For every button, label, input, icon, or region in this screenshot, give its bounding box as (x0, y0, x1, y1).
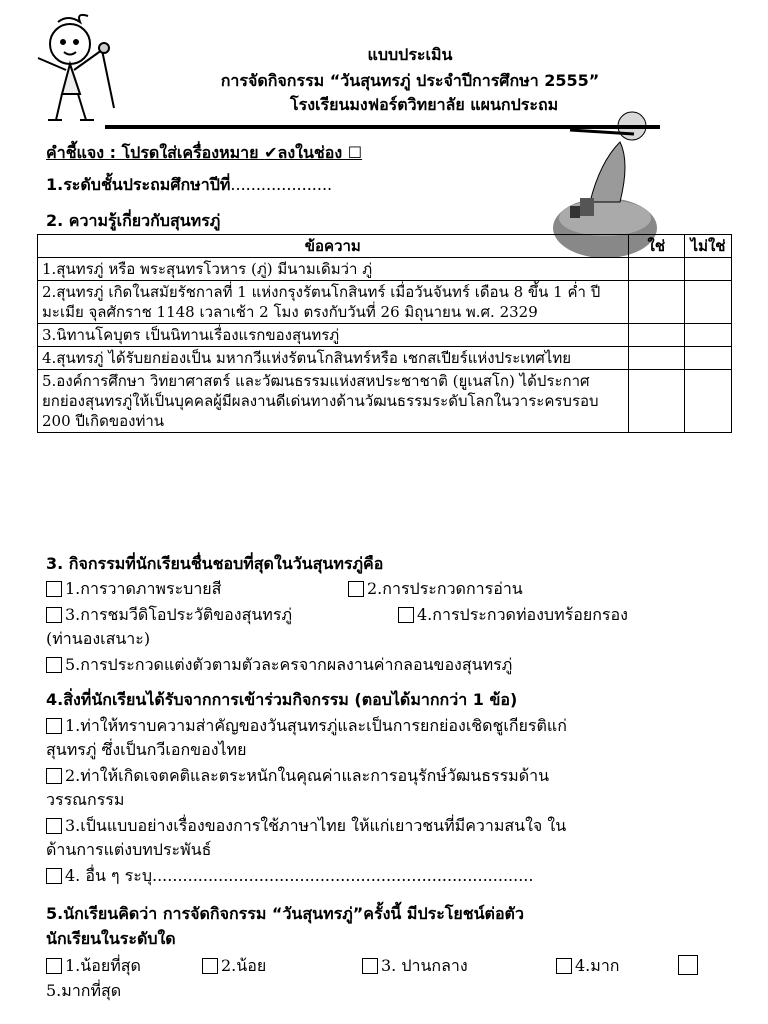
q3-option-5[interactable] (46, 654, 512, 676)
q5-option-1[interactable] (46, 955, 141, 977)
option-label: 4.มาก (575, 956, 620, 975)
checkbox[interactable] (46, 868, 62, 884)
q5-option-3[interactable] (362, 955, 468, 977)
checkbox[interactable] (556, 958, 572, 974)
q4-option-1-cont: สุนทรภู่ ซึ่งเป็นกวีเอกของไทย (46, 740, 247, 759)
question-1 (46, 174, 332, 196)
checkbox[interactable] (678, 955, 698, 975)
q3-option-1[interactable] (46, 578, 221, 600)
q3-option-2[interactable] (348, 578, 523, 600)
header-rule (105, 125, 660, 129)
yes-cell[interactable] (628, 324, 684, 347)
q4-label: 4.สิ่งที่นักเรียนได้รับจากการเข้าร่วมกิจกรรม (ตอบได้มากกว่า 1 ข้อ) (46, 690, 518, 709)
no-cell[interactable] (685, 347, 732, 370)
q4-option-4[interactable] (46, 865, 533, 887)
option-label: 1.การวาดภาพระบายสี (65, 579, 222, 598)
q4-option-2[interactable] (46, 765, 549, 787)
q2-label: 2. ความรู้เกี่ยวกับสุนทรภู่ (46, 211, 221, 230)
instruction (46, 142, 362, 164)
instruction-prefix: คำชี้แจง : โปรดใส่เครื่องหมาย (46, 143, 265, 162)
no-cell[interactable] (685, 281, 732, 324)
table-header-row (38, 235, 732, 258)
school-name: โรงเรียนมงฟอร์ตวิทยาลัย แผนกประถม (290, 95, 559, 114)
table-row (38, 370, 732, 433)
checkbox[interactable] (46, 818, 62, 834)
checkbox[interactable] (46, 958, 62, 974)
table-row (38, 347, 732, 370)
checkbox[interactable] (46, 657, 62, 673)
option-label: 3. ปานกลาง (381, 956, 468, 975)
q1-label: 1.ระดับชั้นประถมศึกษาปีที่ (46, 175, 231, 194)
q4-option-1[interactable] (46, 715, 567, 737)
no-cell[interactable] (685, 370, 732, 433)
q5-option-5: 5.มากที่สุด (46, 981, 122, 1000)
option-label: 1.น้อยที่สุด (65, 956, 141, 975)
q4-option-3[interactable] (46, 815, 566, 837)
yes-cell[interactable] (628, 347, 684, 370)
option-label: 2.ท่าให้เกิดเจตคติและตระหนักในคุณค่าและการอนุรักษ์วัฒนธรรมด้าน (65, 766, 550, 785)
option-label: 2.น้อย (221, 956, 267, 975)
no-cell[interactable] (685, 324, 732, 347)
checkbox[interactable] (362, 958, 378, 974)
yes-cell[interactable] (628, 258, 684, 281)
option-label: 4. อื่น ๆ ระบุ........................................................................... (65, 866, 534, 885)
knowledge-table (37, 234, 732, 433)
q3-option-4[interactable] (398, 604, 628, 626)
option-label: 4.การประกวดท่องบทร้อยกรอง (417, 605, 628, 624)
no-cell[interactable] (685, 258, 732, 281)
checkbox[interactable] (348, 581, 364, 597)
q4-option-3-cont: ด้านการแต่งบทประพันธ์ (46, 840, 212, 859)
checkbox[interactable] (46, 607, 62, 623)
q5-option-4[interactable] (556, 955, 619, 977)
q3-label: 3. กิจกรรมที่นักเรียนชื่นชอบที่สุดในวันสุนทรภู่คือ (46, 554, 384, 573)
row-statement: 4.สุนทรภู่ ได้รับยกย่องเป็น มหากวีแห่งรัตนโกสินทร์หรือ เชกสเปียร์แห่งประเทศไทย (38, 347, 629, 370)
col-statement: ข้อความ (38, 235, 629, 258)
form-subtitle: การจัดกิจกรรม “วันสุนทรภู่ ประจำปีการศึกษา 2555” (220, 71, 600, 90)
option-label: 3.เป็นแบบอย่างเรื่องของการใช้ภาษาไทย ให้แก่เยาวชนที่มีความสนใจ ใน (65, 816, 567, 835)
row-statement: 5.องค์การศึกษา วิทยาศาสตร์ และวัฒนธรรมแห่งสหประชาชาติ (ยูเนสโก) ได้ประกาศยกย่องสุนทรภู่ให้เป็นบุคคลผู้มีผลงานดีเด่นทางด้านวัฒนธรรมระดับโลกในวาระครบรอบ 200 ปีเกิดของท่าน (38, 370, 629, 433)
form-title: แบบประเมิน (367, 45, 453, 64)
checkbox[interactable] (46, 768, 62, 784)
table-row (38, 324, 732, 347)
yes-cell[interactable] (628, 281, 684, 324)
instruction-suffix: ลงในช่อง ☐ (277, 143, 363, 162)
col-no: ไม่ใช่ (685, 235, 732, 258)
q4-option-2-cont: วรรณกรรม (46, 790, 125, 809)
option-label: 5.การประกวดแต่งตัวตามตัวละครจากผลงานค่ากลอนของสุนทรภู่ (65, 655, 513, 674)
checkbox[interactable] (46, 718, 62, 734)
row-statement: 1.สุนทรภู่ หรือ พระสุนทรโวหาร (ภู่) มีนามเดิมว่า ภู่ (38, 258, 629, 281)
q3-option-4-note: (ท่านองเสนาะ) (46, 629, 151, 648)
table-row (38, 281, 732, 324)
row-statement: 3.นิทานโคบุตร เป็นนิทานเรื่องแรกของสุนทรภู่ (38, 324, 629, 347)
row-statement: 2.สุนทรภู่ เกิดในสมัยรัชกาลที่ 1 แห่งกรุงรัตนโกสินทร์ เมื่อวันจันทร์ เดือน 8 ขึ้น 1 ค่ำ ปีมะเมีย จุลศักราช 1148 เวลาเช้า 2 โมง ตรงกับวันที่ 26 มิถุนายน พ.ศ. 2329 (38, 281, 629, 324)
q3-option-3[interactable] (46, 604, 292, 626)
q5-option-5-checkbox[interactable] (678, 955, 701, 978)
check-mark-icon: ✔ (264, 143, 278, 162)
checkbox[interactable] (202, 958, 218, 974)
option-label: 3.การชมวีดิโอประวัติของสุนทรภู่ (65, 605, 292, 624)
checkbox[interactable] (398, 607, 414, 623)
option-label: 2.การประกวดการอ่าน (367, 579, 523, 598)
cartoon-boy-icon (18, 12, 133, 132)
col-yes: ใช่ (628, 235, 684, 258)
table-row (38, 258, 732, 281)
q5-option-2[interactable] (202, 955, 266, 977)
q5-label-line1: 5.นักเรียนคิดว่า การจัดกิจกรรม “วันสุนทรภู่”ครั้งนี้ มีประโยชน์ต่อตัว (46, 904, 524, 923)
option-label: 1.ท่าให้ทราบความส่าคัญของวันสุนทรภู่และเป็นการยกย่องเชิดชูเกียรติแก่ (65, 716, 567, 735)
checkbox[interactable] (46, 581, 62, 597)
yes-cell[interactable] (628, 370, 684, 433)
q5-label-line2: นักเรียนในระดับใด (46, 929, 176, 948)
q1-blank[interactable]: .................... (230, 175, 333, 194)
